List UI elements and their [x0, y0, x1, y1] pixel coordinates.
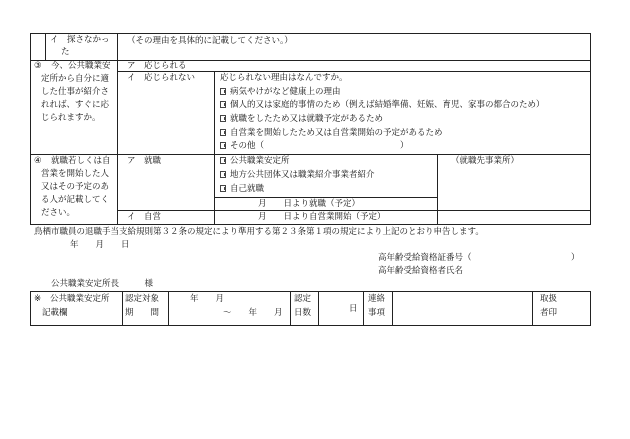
- q4-placement-item[interactable]: [220, 156, 290, 167]
- q4-placement-item[interactable]: [220, 170, 375, 181]
- cert-number-label: 高年齢受給資格証番号（: [378, 253, 472, 263]
- declaration-date[interactable]: 年 月 日: [70, 240, 130, 250]
- q3-reason-label: 就職をしたため又は就職予定があるため: [230, 114, 384, 124]
- q4-placement-item[interactable]: [220, 184, 264, 195]
- period-label: 認定対象: [125, 294, 160, 304]
- checkbox-icon[interactable]: [220, 101, 226, 108]
- q4-question-line: 営業を開始した人: [41, 169, 110, 179]
- q3-reason-item[interactable]: [220, 128, 443, 139]
- q3-question-line: した仕事が紹介さ: [41, 87, 110, 97]
- rule: [45, 33, 46, 60]
- contact-label: 連絡: [368, 294, 386, 304]
- office-use-label: 公共職業安定所: [50, 294, 110, 304]
- q2-option-i-instruction: （その理由を具体的に記載してください。）: [127, 36, 293, 46]
- rule: [590, 33, 591, 225]
- handler-seal-label-cont: 者印: [540, 308, 558, 318]
- rule: [117, 210, 591, 211]
- q4-question-line: る人が記載してく: [41, 195, 110, 205]
- q3-question-line: 今、公共職業安: [51, 61, 111, 71]
- rule: [290, 291, 291, 325]
- rule: [117, 71, 591, 72]
- q4-placement-label: 地方公共団体又は職業紹介事業者紹介: [230, 170, 375, 180]
- checkbox-icon[interactable]: [220, 129, 226, 136]
- rule: [532, 291, 533, 325]
- rule: [214, 197, 437, 198]
- rule: [30, 33, 31, 225]
- q3-reason-item[interactable]: [220, 87, 341, 98]
- q4-placement-label: 自己就職: [230, 184, 265, 194]
- q3-reason-item[interactable]: [220, 114, 383, 125]
- q4-question-line: 又はその予定のあ: [41, 182, 110, 192]
- certified-days-label: 認定: [294, 294, 312, 304]
- certified-days-label-cont: 日数: [294, 308, 312, 318]
- checkbox-icon[interactable]: [220, 88, 226, 95]
- q3-reason-item[interactable]: [220, 100, 545, 111]
- checkbox-icon[interactable]: [220, 185, 226, 192]
- checkbox-icon[interactable]: [220, 171, 226, 178]
- q4-question-line: 就職若しくは自: [51, 156, 111, 166]
- rule: [30, 325, 591, 326]
- q3-reason-label: 個人的又は家庭的事情のため（例えば結婚準備、妊娠、育児、家事の都合のため）: [230, 100, 545, 110]
- q4-employer-header: （就職先事業所）: [451, 156, 520, 166]
- rule: [590, 291, 591, 325]
- q3-reason-item[interactable]: [220, 141, 409, 152]
- period-to[interactable]: 〜 年 月: [223, 308, 283, 318]
- rule: [318, 291, 319, 325]
- rule: [30, 33, 591, 34]
- q3-reason-label: 自営業を開始したため又は自営業開始の予定があるため: [230, 128, 443, 138]
- q3-reason-label: その他（ ）: [230, 141, 409, 151]
- q3-question-line: じられますか。: [41, 113, 101, 123]
- checkbox-icon[interactable]: [220, 157, 226, 164]
- q4-number: ④: [34, 156, 42, 166]
- addressee: 公共職業安定所長 様: [51, 279, 154, 289]
- office-use-label-cont: 記載欄: [42, 308, 68, 318]
- rule: [117, 33, 118, 224]
- q3-option-decline: イ 応じられない: [127, 73, 196, 83]
- checkbox-icon[interactable]: [220, 142, 226, 149]
- q4-placement-label: 公共職業安定所: [230, 156, 290, 166]
- q4-self-employment-date[interactable]: 月 日より自営業開始（予定）: [258, 212, 386, 222]
- q3-question-line: れれば、すぐに応: [41, 100, 110, 110]
- rule: [363, 291, 364, 325]
- q4-question-line: ださい。: [41, 208, 76, 218]
- day-unit: 日: [349, 304, 358, 314]
- rule: [30, 60, 591, 61]
- q3-reason-heading: 応じられない理由はなんですか。: [220, 73, 348, 83]
- rule: [30, 291, 31, 325]
- recipient-name-label: 高年齢受給資格者氏名: [378, 266, 464, 276]
- rule: [30, 291, 591, 292]
- q3-question-line: 定所から自分に適: [41, 74, 110, 84]
- declaration-statement: 鳥栖市職員の退職手当支給規則第３２条の規定により準用する第２３条第１項の規定により上記のとおり申告します。: [34, 227, 484, 237]
- rule: [30, 154, 591, 155]
- rule: [168, 291, 169, 325]
- q4-option-employment: ア 就職: [127, 156, 162, 166]
- q3-number: ③: [34, 61, 42, 71]
- q3-option-accept: ア 応じられる: [127, 61, 187, 71]
- q4-option-self-employment: イ 自営: [127, 212, 162, 222]
- rule: [214, 71, 215, 224]
- rule: [122, 291, 123, 325]
- period-label-cont: 期 間: [125, 308, 160, 318]
- contact-label-cont: 事項: [368, 308, 386, 318]
- q2-option-i-label-cont: た: [61, 47, 70, 57]
- rule: [30, 224, 591, 225]
- office-use-mark: ※: [34, 294, 42, 304]
- q4-employment-date[interactable]: 月 日より就職（予定）: [258, 199, 361, 209]
- q2-option-i-label: イ 探さなかっ: [50, 35, 110, 45]
- rule: [392, 291, 393, 325]
- rule: [437, 154, 438, 224]
- checkbox-icon[interactable]: [220, 115, 226, 122]
- q3-reason-label: 病気やけがなど健康上の理由: [230, 87, 341, 97]
- cert-number-field-close: ）: [571, 253, 580, 263]
- handler-seal-label: 取扱: [540, 294, 558, 304]
- period-from[interactable]: 年 月: [190, 294, 225, 304]
